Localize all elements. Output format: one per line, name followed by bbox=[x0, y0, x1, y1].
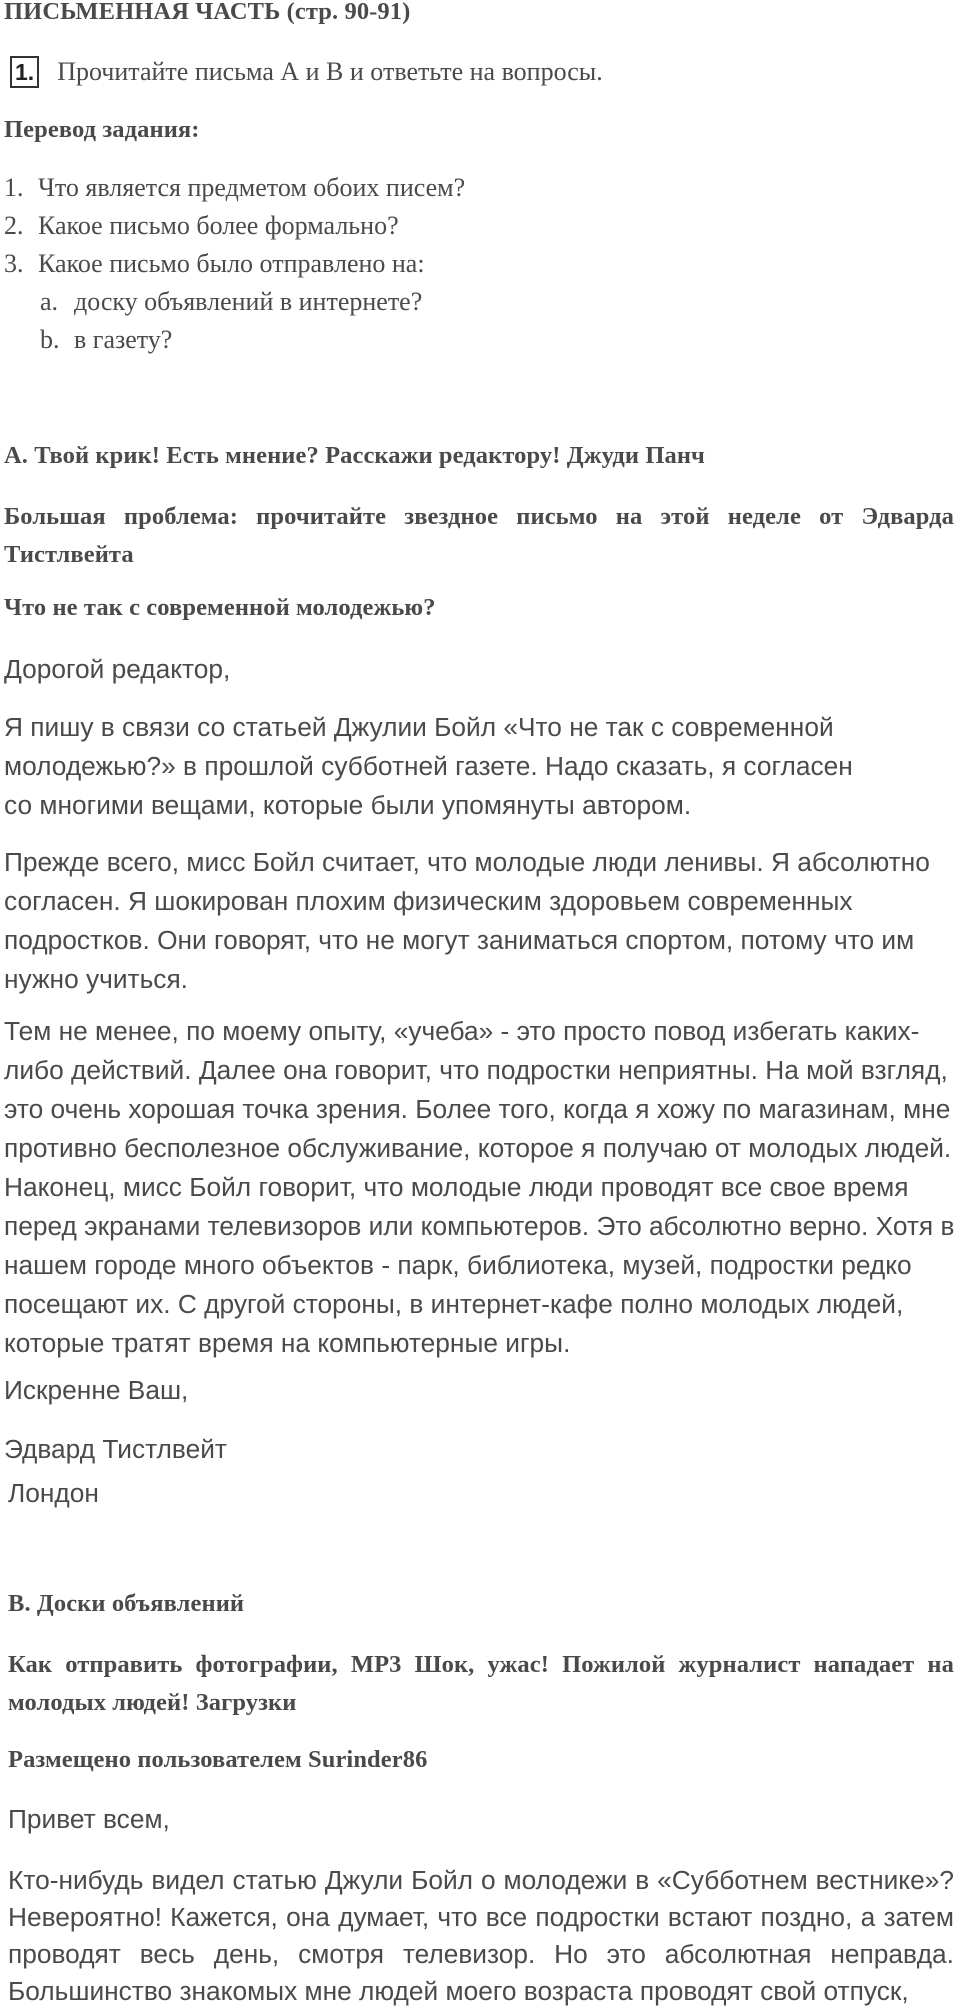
question-text: Какое письмо более формально? bbox=[38, 211, 399, 240]
letter-b-subheader: Как отправить фотографии, MP3 Шок, ужас! Пожилой журналист нападает на молодых людей! Загрузки bbox=[8, 1651, 954, 1716]
letter-a-city: Лондон bbox=[8, 1478, 99, 1508]
question-marker: 2. bbox=[4, 211, 24, 240]
letter-a-paragraph: Прежде всего, мисс Бойл считает, что молодые люди ленивы. Я абсолютно согласен. Я шокирован плохим физическим здоровьем современных подростков. Они говорят, что не могут заниматься спортом, потому что им нужно учиться. bbox=[4, 847, 930, 994]
letter-a-question: Что не так с современной молодежью? bbox=[4, 594, 436, 621]
question-item bbox=[4, 173, 465, 203]
letter-a-greeting: Дорогой редактор, bbox=[4, 654, 231, 684]
letter-b-paragraph: Кто-нибудь видел статью Джули Бойл о молодежи в «Субботнем вестнике»? Невероятно! Кажется, она думает, что все подростки встают поздно, а затем проводят весь день, смотря телевизор. Но это абсолютная неправда. Большинство знакомых мне людей моего возраста проводят свой отпуск, bbox=[8, 1865, 954, 2006]
letter-b-header: B. Доски объявлений bbox=[8, 1590, 245, 1617]
letter-a-paragraph: Тем не менее, по моему опыту, «учеба» - это просто повод избегать каких-либо действий. Далее она говорит, что подростки неприятны. На мой взгляд, это очень хорошая точка зрения. Более того, когда я хожу по магазинам, мне противно бесполезное обслуживание, которое я получаю от молодых людей. Наконец, мисс Бойл говорит, что молодые люди проводят все свое время перед экранами телевизоров или компьютеров. Это абсолютно верно. Хотя в нашем городе много объектов - парк, библиотека, музей, подростки редко посещают их. С другой стороны, в интернет-кафе полно молодых людей, которые тратят время на компьютерные игры. bbox=[4, 1016, 955, 1358]
question-item bbox=[4, 249, 425, 279]
subquestion-text: в газету? bbox=[74, 325, 173, 354]
subquestion-text: доску объявлений в интернете? bbox=[74, 287, 423, 316]
subquestion-item bbox=[40, 325, 172, 355]
task-line bbox=[10, 56, 603, 88]
task-instruction: Прочитайте письма А и В и ответьте на вопросы. bbox=[57, 57, 603, 86]
translation-heading: Перевод задания: bbox=[4, 116, 200, 143]
letter-a-closing: Искренне Ваш, bbox=[4, 1375, 189, 1405]
subquestion-item bbox=[40, 287, 422, 317]
task-number-badge: 1. bbox=[10, 56, 39, 88]
letter-b-posted-by: Размещено пользователем Surinder86 bbox=[8, 1746, 428, 1773]
letter-a-subheader: Большая проблема: прочитайте звездное письмо на этой неделе от Эдварда Тистлвейта bbox=[4, 503, 954, 568]
letter-b-greeting: Привет всем, bbox=[8, 1804, 170, 1834]
question-item bbox=[4, 211, 399, 241]
subquestion-marker: b. bbox=[40, 325, 60, 354]
letter-a-signature: Эдвард Тистлвейт bbox=[4, 1434, 227, 1464]
question-marker: 1. bbox=[4, 173, 24, 202]
letter-a-paragraph: Я пишу в связи со статьей Джулии Бойл «Что не так с современной молодежью?» в прошлой субботней газете. Надо сказать, я согласен со многими вещами, которые были упомянуты автором. bbox=[4, 712, 853, 820]
subquestion-marker: a. bbox=[40, 287, 59, 316]
question-text: Что является предметом обоих писем? bbox=[38, 173, 466, 202]
question-text: Какое письмо было отправлено на: bbox=[38, 249, 425, 278]
question-marker: 3. bbox=[4, 249, 24, 278]
letter-a-header: A. Твой крик! Есть мнение? Расскажи редактору! Джуди Панч bbox=[4, 442, 705, 469]
page-title: ПИСЬМЕННАЯ ЧАСТЬ (стр. 90-91) bbox=[4, 0, 411, 25]
